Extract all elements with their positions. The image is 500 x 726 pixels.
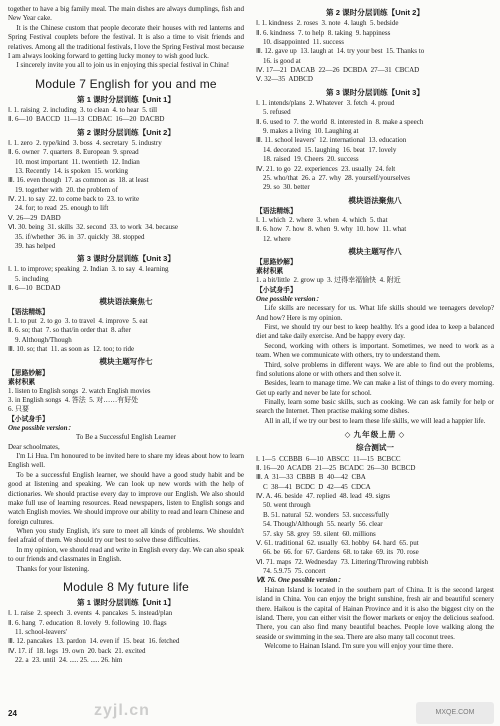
answer-line: Ⅲ. 16. even though 17. as common as 18. at least: [8, 176, 149, 185]
answer-line: B. 51. natural 52. wonders 53. success/fully: [256, 510, 389, 519]
unit-title: 第 1 课时分层训练【Unit 1】: [77, 94, 175, 104]
unit-title: 第 2 课时分层训练【Unit 2】: [326, 8, 424, 17]
answer-line: 14. decorated 15. laughing 16. beat 17. lovely: [256, 145, 397, 154]
essay-paragraph: Third, solve problems in different ways. We are able to find out the problems, find solutions alone or with others and then solve it.: [256, 360, 494, 378]
answer-line: Ⅳ. 21. to go 22. experiences 23. usually 24. felt: [256, 164, 396, 173]
essay-label: One possible version：: [256, 294, 323, 303]
writing-section-title: 模块主题写作八: [348, 247, 402, 257]
answer-line: 24. for; to read 25. enough to lift: [8, 204, 109, 213]
answer-line: 9. Although/Though: [8, 335, 72, 344]
answer-line: Ⅱ. 16—20 ACADB 21—25 BCADC 26—30 BCBCD: [256, 463, 416, 472]
answer-line: Ⅱ. 6. owner 7. quarters 8. European 9. spread: [8, 148, 139, 157]
answer-line: Ⅲ. 12. pancakes 13. pardon 14. even if 15. beat 16. fetched: [8, 637, 180, 646]
answer-line: Ⅳ. 17—21 DACAB 22—26 DCBDA 27—31 CBCAD: [256, 66, 420, 75]
essay-tag: 【小试身手】: [256, 286, 297, 294]
answer-line: 39. has helped: [8, 241, 56, 250]
answer-line: Ⅰ. 1. to put 2. to go 3. to travel 4. improve 5. eat: [8, 316, 148, 325]
answer-line: C 38—41 BCDC D 42—45 CDCA: [256, 482, 371, 491]
essay-paragraph: Finally, learn some basic skills, such as cooking. We can ask family for help or search the Internet. Then practise making some dishes.: [256, 398, 494, 416]
material-label: 素材积累: [256, 268, 284, 276]
unit-title: 第 2 课时分层训练【Unit 2】: [77, 127, 175, 137]
answer-line: Ⅱ. 6. so; that 7. so that/in order that 8. after: [8, 326, 131, 335]
answer-line: 10. disappointed 11. success: [256, 37, 345, 46]
answer-line: 50. went through: [256, 501, 311, 510]
unit-title: 第 1 课时分层训练【Unit 1】: [77, 598, 175, 608]
essay-salutation: Dear schoolmates,: [8, 442, 60, 451]
answer-line: Ⅱ. 6—10 BCDAD: [8, 284, 61, 293]
answer-line: Ⅰ. 1. raise 2. speech 3. events 4. pancakes 5. instead/plan: [8, 609, 173, 618]
grammar-section-title: 模块语法聚焦七: [99, 296, 153, 306]
answer-line: Ⅳ. 21. to say 22. to come back to 23. to write: [8, 195, 140, 204]
left-column: [8, 5, 244, 665]
answer-line: Ⅱ. 6—10 BACCD 11—13 CDBAC 16—20 DACBD: [8, 115, 165, 124]
essay-paragraph: Hainan Island is located in the southern part of China. It is the second largest island in China. You can enjoy the bright sunshine, fresh air and beautiful scenery there. Haikou is the capital of Hainan Province and it is also the biggest city on the island. There, you can either visit the flower markets or enjoy the delicious seafood. There, you can also find many beautiful beaches. People love walking along the seaside or swimming in the sea. There are also many tall coconut trees.: [256, 585, 494, 641]
writing-tag: 【思路妙解】: [256, 259, 297, 267]
answer-line: Ⅰ. 1. kindness 2. roses 3. note 4. laugh 5. bedside: [256, 19, 399, 28]
answer-line: 1. a bit/little 2. grow up 3. 过得幸福愉快 4. 附近: [256, 276, 401, 285]
answer-line: 5. refused: [256, 108, 291, 117]
essay-paragraph: Second, working with others is important. Sometimes, we need to work as a team. When we communicate with others, try to understand them.: [256, 341, 494, 360]
grammar-tag: 【语法精练】: [256, 207, 297, 215]
answer-line: 3. in English songs 4. 答法 5. 对……有好处: [8, 396, 139, 405]
answer-line: Ⅰ. 1. raising 2. including 3. to clean 4. to hear 5. till: [8, 105, 158, 114]
essay-paragraph: Welcome to Hainan Island. I'm sure you will enjoy your time there.: [264, 642, 454, 651]
answer-line: Ⅲ. 11. school leavers' 12. international 13. education: [256, 136, 407, 145]
prose-paragraph: It is the Chinese custom that people decorate their houses with red lanterns and Spring Festival couplets before the festival. It is also a time to visit friends and relatives. Among all the traditional festivals, I love the Spring Festival most because I am always looking forward to getting lucky money to wish good luck.: [8, 23, 245, 60]
essay-paragraph: In my opinion, we should read and write in English every day. We can also speak to our friends and classmates in English.: [8, 545, 244, 564]
answer-line: Ⅱ. 6. how 7. how 8. when 9. why 10. how 11. what: [256, 225, 407, 234]
answer-line: 16. is good at: [256, 56, 301, 65]
answer-line: Ⅱ. 6. used to 7. the world 8. interested in 8. make a speech: [256, 117, 424, 126]
essay-paragraph: Thanks for your listening.: [16, 564, 90, 573]
watermark-right: MXQE.COM: [416, 702, 494, 724]
essay-paragraph: All in all, if we try our best to learn these life skills, we will lead a happier life.: [264, 416, 486, 425]
answer-line: Ⅳ. A. 46. beside 47. replied 48. lead 49. signs: [256, 492, 390, 501]
answer-line: Ⅵ. 71. maps 72. Wednesday 73. Littering/Throwing rubbish: [256, 557, 428, 566]
grammar-tag: 【语法精练】: [8, 308, 49, 316]
module-7-title: Module 7 English for you and me: [35, 76, 217, 91]
answer-line: Ⅳ. 17. if 18. legs 19. own 20. back 21. excited: [8, 646, 146, 655]
answer-line: Ⅰ. 1. zero 2. type/kind 3. boss 4. secretary 5. industry: [8, 138, 162, 147]
essay-paragraph: Life skills are necessary for us. What life skills should we teenagers develop? And how? Here is my opinion.: [256, 304, 494, 322]
essay-tag: 【小试身手】: [8, 415, 49, 423]
answer-line: Ⅲ. A 31—33 CBBB B 40—42 CBA: [256, 473, 366, 482]
page-number: 24: [8, 709, 17, 719]
answer-line: 54. Though/Although 55. nearly 56. clear: [256, 520, 383, 529]
essay-paragraph: When you study English, it's sure to meet all kinds of problems. We shouldn't feel afraid of them. We should try our best to solve these difficulties.: [8, 527, 244, 545]
right-column: [256, 5, 494, 651]
answer-line: Ⅰ. 1. intends/plans 2. Whatever 3. fetch 4. proud: [256, 98, 395, 107]
answer-line: 6. 只要: [8, 405, 29, 414]
answer-line: 57. sky 58. grey 59. silent 60. millions: [256, 529, 376, 538]
answer-line: 35. if/whether 36. in 37. quickly 38. stopped: [8, 232, 145, 241]
prose-paragraph: together to have a big family meal. The main dishes are always dumplings, fish and New Year cake.: [8, 5, 244, 23]
answer-line: Ⅱ. 6. kindness 7. to help 8. taking 9. happiness: [256, 28, 391, 37]
answer-line: Ⅴ. 61. traditional 62. usually 63. hobby 64. hard 65. put: [256, 538, 419, 547]
answer-line: 18. raised 19. Cheers 20. success: [256, 155, 359, 164]
essay-label: One possible version：: [8, 423, 75, 432]
answer-line: 22. a 23. until 24. ..... 25. ..... 26. him: [8, 656, 123, 665]
answer-line: Ⅱ. 6. hang 7. education 8. lovely 9. following 10. flags: [8, 618, 167, 627]
answer-line: 66. be 66. for 67. Gardens 68. to take 69. its 70. rose: [256, 548, 419, 557]
material-label: 素材积累: [8, 378, 36, 386]
writing-section-title: 模块主题写作七: [99, 357, 153, 367]
answer-line: Ⅴ. 32—35 ADBCD: [256, 75, 313, 84]
prose-paragraph: I sincerely invite you all to join us in enjoying this special festival in China!: [16, 61, 230, 70]
answer-line: Ⅲ. 10. so; that 11. as soon as 12. too; to ride: [8, 344, 135, 353]
essay-paragraph: Besides, learn to manage time. We can make a list of things to do every morning. Get up early and never be late for school.: [256, 379, 494, 397]
unit-title: 第 3 课时分层训练【Unit 3】: [77, 254, 175, 264]
unit-title: 第 3 课时分层训练【Unit 3】: [326, 87, 424, 97]
answer-line: 74. 5.9.75 75. concert: [256, 567, 326, 576]
answer-line: 9. makes a living 10. Laughing at: [256, 127, 359, 136]
answer-line: 1. listen to English songs 2. watch English movies: [8, 386, 151, 395]
answer-list: [8, 106, 244, 294]
answer-line: Ⅴ. 26—29 DABD: [8, 213, 61, 222]
answer-line: 5. including: [8, 274, 49, 283]
answer-line: 25. who/that 26. a 27. why 28. yourself/yourselves: [256, 173, 410, 182]
module-8-title: Module 8 My future life: [63, 579, 189, 594]
answer-line: Ⅰ. 1. which 2. where 3. when 4. which 5. that: [256, 215, 388, 224]
answer-line: Ⅰ. 1—5 CCBBB 6—10 ABSCC 11—15 BCBCC: [256, 454, 401, 463]
answer-line: Ⅲ. 12. gave up 13. laugh at 14. try your best 15. Thanks to: [256, 47, 425, 56]
answer-line: Ⅶ. 76. One possible version：: [256, 576, 345, 585]
answer-line: Ⅵ. 30. being 31. skills 32. second 33. to work 34. because: [8, 223, 178, 232]
answer-line: 10. most important 11. twentieth 12. Indian: [8, 157, 140, 166]
answer-line: 19. together with 20. the problem of: [8, 185, 118, 194]
essay-paragraph: To be a successful English learner, we should have a good study habit and be good at listening and speaking. We can look up new words with the help of dictionaries. We should practise every day to improve our English. We also should make full use of learning resources. Read newspapers, listen to English songs and watch English movies. We should improve our ability to read and learn Chinese and foreign cultures.: [8, 470, 244, 526]
review-title: 综合测试一: [356, 443, 394, 453]
grammar-section-title: 模块语法聚焦八: [348, 195, 402, 205]
watermark-left: zyjl.cn: [94, 702, 150, 719]
grade-title: ◇ 九年级上册 ◇: [256, 430, 494, 440]
answer-line: Ⅰ. 1. to improve; speaking 2. Indian 3. to say 4. learning: [8, 265, 169, 274]
essay-paragraph: First, we should try our best to keep healthy. It's a good idea to keep a balanced diet and take daily exercise. And be happy every day.: [256, 323, 494, 341]
essay-paragraph: I'm Li Hua. I'm honoured to be invited here to share my ideas about how to learn English well.: [8, 452, 244, 470]
answer-line: 11. school-leavers': [8, 627, 67, 636]
essay-title: To Be a Successful English Learner: [75, 433, 176, 442]
writing-tag: 【思路妙解】: [8, 369, 49, 377]
answer-line: 13. Recently 14. is spoken 15. working: [8, 166, 128, 175]
answer-line: 29. so 30. better: [256, 183, 310, 192]
answer-line: 12. where: [256, 234, 291, 243]
